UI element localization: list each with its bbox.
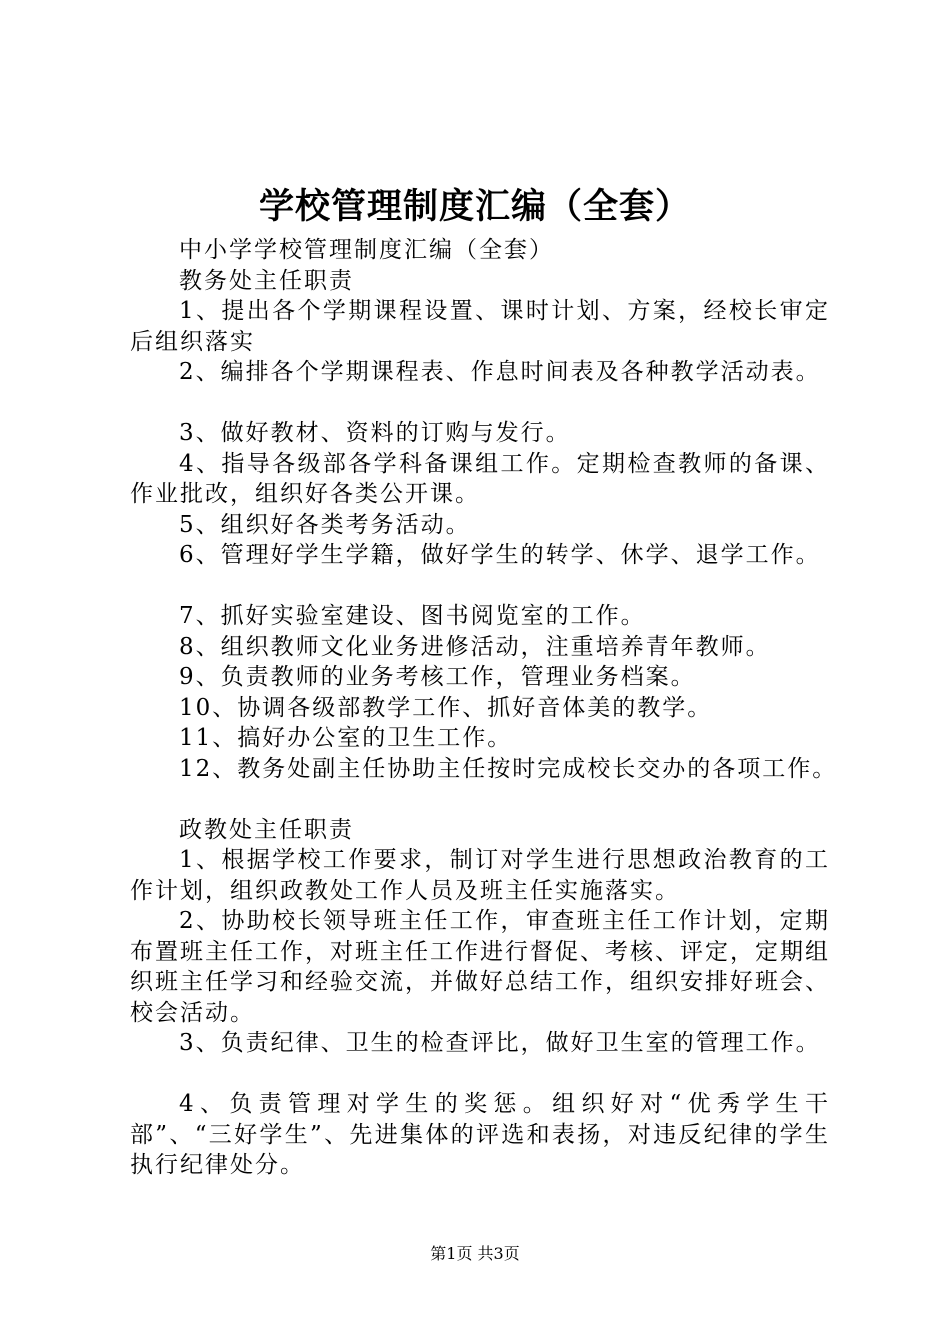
list-item: 5、组织好各类考务活动。 — [179, 511, 471, 538]
list-item: 1、提出各个学期课程设置、课时计划、方案，经校长审定后组织落实 — [130, 298, 830, 355]
paragraph-gap — [130, 1059, 830, 1090]
list-item: 3、负责纪律、卫生的检查评比，做好卫生室的管理工作。 — [179, 1030, 821, 1056]
document-subtitle: 中小学学校管理制度汇编（全套） — [179, 237, 554, 263]
section-heading-academic: 教务处主任职责 — [179, 267, 354, 294]
section-heading-political: 政教处主任职责 — [179, 816, 354, 843]
list-item: 7、抓好实验室建设、图书阅览室的工作。 — [179, 603, 646, 629]
paragraph-gap — [130, 571, 830, 602]
list-item: 6、管理好学生学籍，做好学生的转学、休学、退学工作。 — [179, 542, 821, 568]
list-item: 2、编排各个学期课程表、作息时间表及各种教学活动表。 — [179, 359, 821, 385]
list-item: 2、协助校长领导班主任工作，审查班主任工作计划，定期布置班主任工作，对班主任工作进行督促、考核、评定，定期组织班主任学习和经验交流，并做好总结工作，组织安排好班会、校会活动。 — [130, 908, 830, 1026]
list-item: 11、搞好办公室的卫生工作。 — [179, 725, 513, 751]
list-item: 10、协调各级部教学工作、抓好音体美的教学。 — [179, 694, 713, 721]
list-item: 4、负责管理对学生的奖惩。组织好对“优秀学生干部”、“三好学生”、先进集体的评选和表扬，对违反纪律的学生执行纪律处分。 — [130, 1091, 830, 1178]
paragraph-gap — [130, 388, 830, 419]
list-item: 12、教务处副主任协助主任按时完成校长交办的各项工作。 — [179, 755, 838, 782]
paragraph-gap — [130, 784, 830, 815]
document-title: 学校管理制度汇编（全套） — [258, 186, 691, 227]
list-item: 1、根据学校工作要求，制订对学生进行思想政治教育的工作计划，组织政教处工作人员及班主任实施落实。 — [130, 847, 830, 904]
page-number: 第1页 共3页 — [430, 1244, 520, 1263]
list-item: 4、指导各级部各学科备课组工作。定期检查教师的备课、作业批改，组织好各类公开课。 — [130, 450, 830, 507]
list-item: 3、做好教材、资料的订购与发行。 — [179, 420, 571, 446]
list-item: 8、组织教师文化业务进修活动，注重培养青年教师。 — [179, 633, 771, 660]
list-item: 9、负责教师的业务考核工作，管理业务档案。 — [179, 664, 696, 690]
document-body — [130, 235, 838, 1181]
